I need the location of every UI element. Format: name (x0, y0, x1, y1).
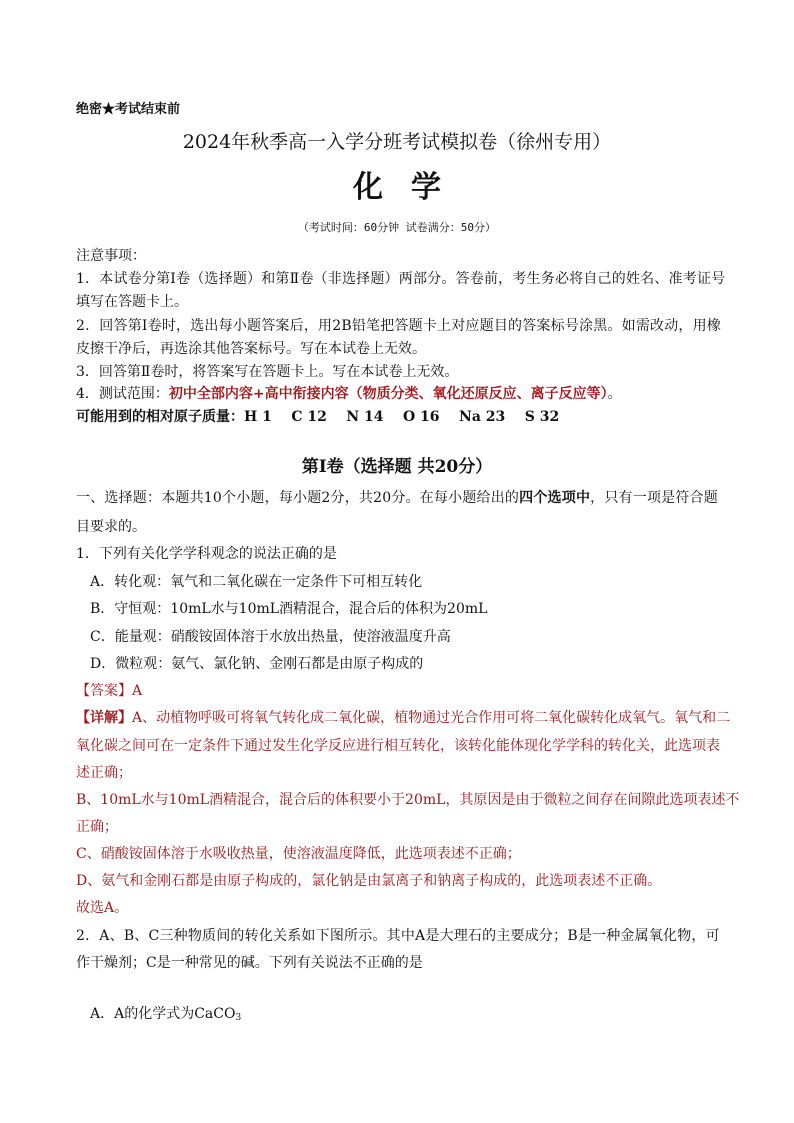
q1-answer: 【答案】A (76, 683, 143, 699)
section-1-instruction-line-2: 目要求的。 (76, 519, 146, 535)
q1-option-c: C．能量观：硝酸铵固体溶于水放出热量，使溶液温度升高 (90, 629, 451, 645)
note-scope-prefix: 4．测试范围： (76, 386, 169, 402)
q2-stem-line-1: 2．A、B、C三种物质间的转化关系如下图所示。其中A是大理石的主要成分；B是一种金属氧化物，可 (76, 928, 720, 944)
q1-conclusion: 故选A。 (76, 900, 129, 916)
note-line-6 (76, 383, 622, 403)
instruction-text: ：本题共10个小题，每小题2分，共20分。在每小题给出的 (147, 490, 520, 506)
exam-info: （考试时间：60分钟 试卷满分：50分） (297, 221, 497, 234)
q2-option-a-text: A．A的化学式为CaCO (90, 1006, 236, 1022)
note-scope-content: 初中全部内容+高中衔接内容（物质分类、氧化还原反应、离子反应等） (168, 386, 608, 402)
q1-option-a: A．转化观：氧气和二氧化碳在一定条件下可相互转化 (90, 574, 423, 590)
q1-detail-label: 【详解】 (76, 710, 132, 726)
instruction-emphasis: 四个选项中 (519, 490, 591, 506)
subject-title: 化学 (353, 170, 469, 205)
q1-detail-line-6: C、硝酸铵固体溶于水吸收热量，使溶液温度降低，此选项表述不正确； (76, 846, 521, 862)
q1-detail-line-5: 正确； (76, 819, 118, 835)
atomic-mass-line: 可能用到的相对原子质量：H 1 C 12 N 14 O 16 Na 23 S 32 (76, 409, 560, 425)
q1-detail-line-3: 述正确； (76, 765, 132, 781)
q1-detail-line-1 (76, 707, 730, 727)
notes-heading: 注意事项： (76, 248, 146, 264)
q1-option-d: D．微粒观：氨气、氯化钠、金刚石都是由原子构成的 (90, 656, 424, 672)
q1-detail-text-1: A、动植物呼吸可将氧气转化成二氧化碳，植物通过光合作用可将二氧化碳转化成氧气。氧气和二 (132, 710, 731, 726)
note-line-4: 皮擦干净后，再选涂其他答案标号。写在本试卷上无效。 (76, 341, 426, 357)
q1-detail-line-4: B、10mL水与10mL酒精混合，混合后的体积要小于20mL，其原因是由于微粒之间存在间隙此选项表述不 (76, 792, 740, 808)
note-line-2: 填写在答题卡上。 (76, 294, 188, 310)
note-line-3: 2．回答第Ⅰ卷时，选出每小题答案后，用2B铅笔把答题卡上对应题目的答案标号涂黑。如需改动，用橡 (76, 318, 722, 334)
note-scope-suffix: 。 (607, 386, 622, 402)
note-line-1: 1．本试卷分第Ⅰ卷（选择题）和第Ⅱ卷（非选择题）两部分。答卷前，考生务必将自己的姓名、准考证号 (76, 271, 726, 287)
q1-option-b: B．守恒观：10mL水与10mL酒精混合，混合后的体积为20mL (90, 601, 488, 617)
q2-option-a (90, 1003, 241, 1023)
q2-option-a-subscript: 3 (235, 1013, 242, 1023)
q1-detail-line-2: 氧化碳之间可在一定条件下通过发生化学反应进行相互转化，该转化能体现化学学科的转化关，此选项表 (76, 738, 720, 754)
secret-mark: 绝密★考试结束前 (76, 102, 181, 117)
instruction-text-end: ，只有一项是符合题 (590, 490, 718, 506)
q1-detail-line-7: D、氨气和金刚石都是由原子构成的，氯化钠是由氯离子和钠离子构成的，此选项表述不正确。 (76, 873, 662, 889)
q1-stem: 1．下列有关化学学科观念的说法正确的是 (76, 546, 337, 562)
instruction-label: 一、选择题 (76, 490, 147, 506)
q2-stem-line-2: 作干燥剂；C是一种常见的碱。下列有关说法不正确的是 (76, 955, 423, 971)
exam-title: 2024年秋季高一入学分班考试模拟卷（徐州专用） (182, 131, 612, 153)
section-1-instruction-line-1 (76, 487, 718, 507)
section-1-title: 第Ⅰ卷（选择题 共20分） (301, 457, 493, 477)
note-line-5: 3．回答第Ⅱ卷时，将答案写在答题卡上。写在本试卷上无效。 (76, 364, 459, 380)
